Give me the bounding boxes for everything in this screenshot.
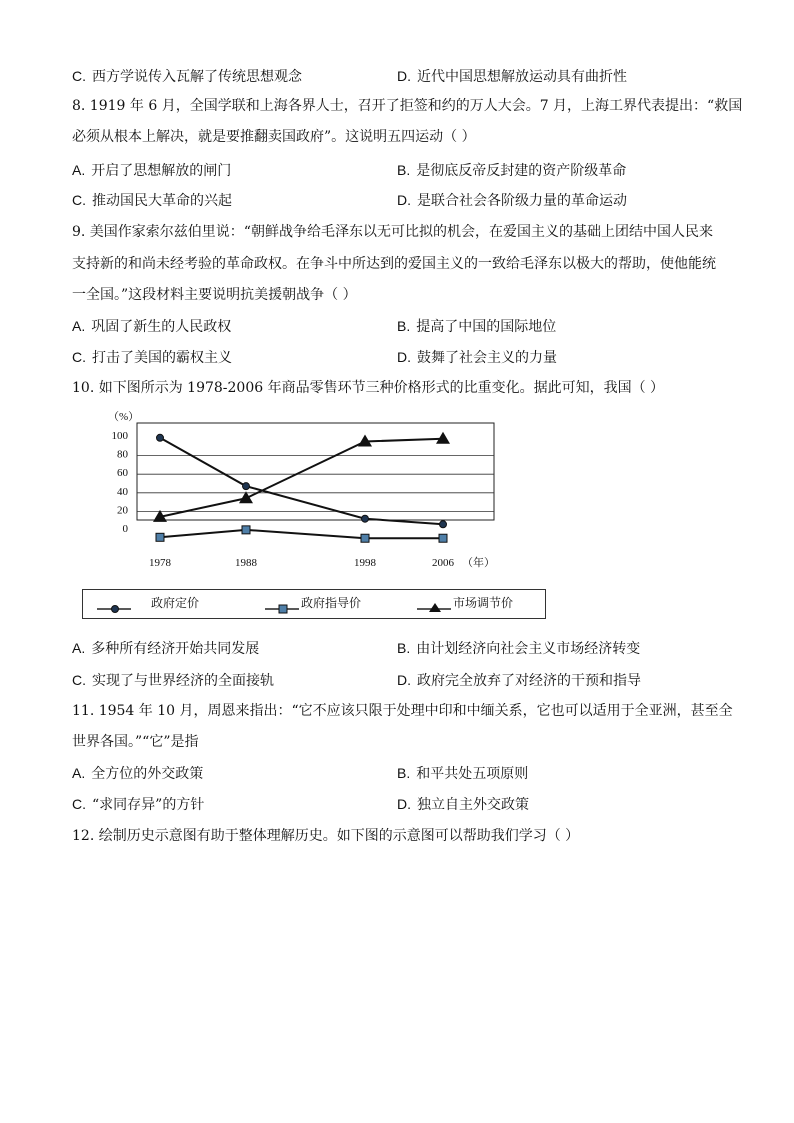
- x-tick-label: 1988: [235, 557, 257, 569]
- q10-option-d: D. 政府完全放弃了对经济的干预和指导: [397, 672, 641, 689]
- series-line-1: [160, 530, 443, 538]
- data-point-square: [156, 533, 164, 541]
- legend-item-government-guided-price: [263, 590, 403, 620]
- q8-stem-line2: 必须从根本上解决，就是要推翻卖国政府”。这说明五四运动（ ）: [72, 129, 476, 145]
- legend-item-market-price: [413, 590, 543, 620]
- q8-option-c: C. 推动国民大革命的兴起: [72, 192, 232, 209]
- data-point-circle: [362, 515, 369, 522]
- data-point-circle: [157, 434, 164, 441]
- y-tick-label: 60: [117, 467, 128, 480]
- q8-option-a: A. 开启了思想解放的闸门: [72, 162, 232, 179]
- legend-triangle-marker-icon: [413, 590, 453, 620]
- q9-stem-line3: 一全国。”这段材料主要说明抗美援朝战争（ ）: [72, 287, 357, 303]
- line-chart-svg: [80, 408, 550, 588]
- q9-stem-line1: 9. 美国作家索尔兹伯里说：“朝鲜战争给毛泽东以无可比拟的机会，在爱国主义的基础上团结中国人民来: [72, 224, 713, 240]
- q8-option-d: D. 是联合社会各阶级力量的革命运动: [397, 192, 627, 209]
- q9-option-d: D. 鼓舞了社会主义的力量: [397, 349, 557, 366]
- data-point-triangle: [436, 432, 450, 444]
- data-point-square: [242, 526, 250, 534]
- legend-label: 政府定价: [151, 596, 200, 610]
- legend-label: 政府指导价: [301, 596, 362, 610]
- x-tick-label: 1998: [354, 557, 376, 569]
- data-point-square: [361, 534, 369, 542]
- y-tick-label: 80: [117, 448, 128, 461]
- chart-legend: [82, 589, 546, 619]
- x-unit-label: （年）: [462, 557, 495, 569]
- legend-square-marker-icon: [263, 590, 303, 620]
- y-tick-label: 0: [122, 523, 128, 535]
- q10-option-c: C. 实现了与世界经济的全面接轨: [72, 672, 274, 689]
- data-point-square: [439, 534, 447, 542]
- q7-option-d: D. 近代中国思想解放运动具有曲折性: [397, 68, 627, 85]
- q12-stem-line1: 12. 绘制历史示意图有助于整体理解历史。如下图的示意图可以帮助我们学习（ ）: [72, 828, 580, 844]
- q7-option-c: C. 西方学说传入瓦解了传统思想观念: [72, 68, 302, 85]
- q10-option-a: A. 多种所有经济开始共同发展: [72, 640, 260, 657]
- legend-label: 市场调节价: [453, 596, 514, 610]
- q11-option-d: D. 独立自主外交政策: [397, 796, 529, 813]
- data-point-circle: [440, 521, 447, 528]
- x-tick-label: 2006: [432, 557, 454, 569]
- series-line-2: [160, 439, 443, 517]
- legend-circle-marker-icon: [95, 590, 135, 620]
- x-tick-label: 1978: [149, 557, 171, 569]
- y-unit-label: （%）: [108, 411, 140, 423]
- y-tick-label: 100: [111, 430, 128, 442]
- q11-stem-line2: 世界各国。”“它”是指: [72, 734, 199, 750]
- q8-option-b: B. 是彻底反帝反封建的资产阶级革命: [397, 162, 627, 179]
- q9-option-c: C. 打击了美国的霸权主义: [72, 349, 232, 366]
- y-tick-label: 20: [117, 504, 128, 517]
- q9-option-a: A. 巩固了新生的人民政权: [72, 318, 232, 335]
- q11-option-b: B. 和平共处五项原则: [397, 765, 529, 782]
- legend-item-government-price: [95, 590, 235, 620]
- y-tick-label: 40: [117, 485, 128, 498]
- q11-option-a: A. 全方位的外交政策: [72, 765, 204, 782]
- q10-stem-line1: 10. 如下图所示为 1978-2006 年商品零售环节三种价格形式的比重变化。据此可知，我国（ ）: [72, 380, 665, 396]
- q8-stem-line1: 8. 1919 年 6 月，全国学联和上海各界人士，召开了拒签和约的万人大会。7 月，上海工界代表提出：“救国: [72, 98, 743, 114]
- q11-stem-line1: 11. 1954 年 10 月，周恩来指出：“它不应该只限于处理中印和中缅关系，它也可以适用于全亚洲，甚至全: [72, 703, 733, 719]
- q9-stem-line2: 支持新的和尚未经考验的革命政权。在争斗中所达到的爱国主义的一致给毛泽东以极大的帮助，使他能统: [72, 256, 716, 272]
- q10-option-b: B. 由计划经济向社会主义市场经济转变: [397, 640, 641, 657]
- q11-option-c: C. “求同存异”的方针: [72, 796, 205, 813]
- data-point-circle: [243, 483, 250, 490]
- q9-option-b: B. 提高了中国的国际地位: [397, 318, 557, 335]
